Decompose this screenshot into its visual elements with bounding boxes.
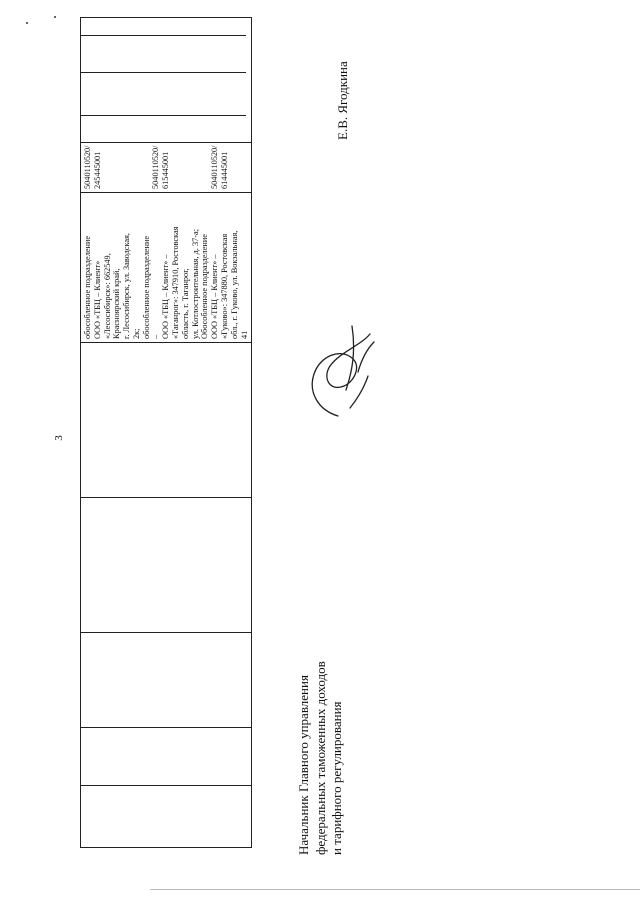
table-row	[81, 18, 252, 848]
data-table	[80, 17, 252, 848]
table-cell-split	[81, 18, 252, 143]
signature-image	[300, 312, 378, 422]
table-cell	[81, 633, 252, 728]
scan-speck	[54, 16, 56, 18]
table-cell	[81, 498, 252, 633]
table-cell	[81, 786, 252, 848]
signer-title: Начальник Главного управления федеральных таможенных доходов и тарифного регулирования	[296, 661, 345, 855]
scan-speck	[26, 22, 28, 24]
signer-name: Е.В. Ягодкина	[335, 61, 350, 140]
table-cell	[81, 728, 252, 786]
inn-kpp-cell: 5040110520/ 245445001 5040110520/ 615445001 5040110520/ 614445001	[81, 143, 252, 193]
rotated-table-sheet	[80, 18, 249, 848]
address-cell: обособленное подразделение ООО «ТБЦ – Клиент» «Лесосибирск»: 662549, Красноярский край, г. Лесосибирск, ул. Заводская, 2к; обособленное подразделение – ООО «ТБЦ – Клиент» – «Таганрог»: 347910, Ростовская область, г. Таганрог, ул. Котлостроительная, д. 37-а; Обособленное подразделение ООО «ТБЦ – Клиент» – «Гуково»: 347880, Ростовская обл., г. Гуково, ул. Вокзальная, 41	[81, 193, 252, 343]
scan-edge-line	[150, 889, 640, 890]
table-cell	[81, 343, 252, 498]
page-number: 3	[52, 435, 65, 441]
